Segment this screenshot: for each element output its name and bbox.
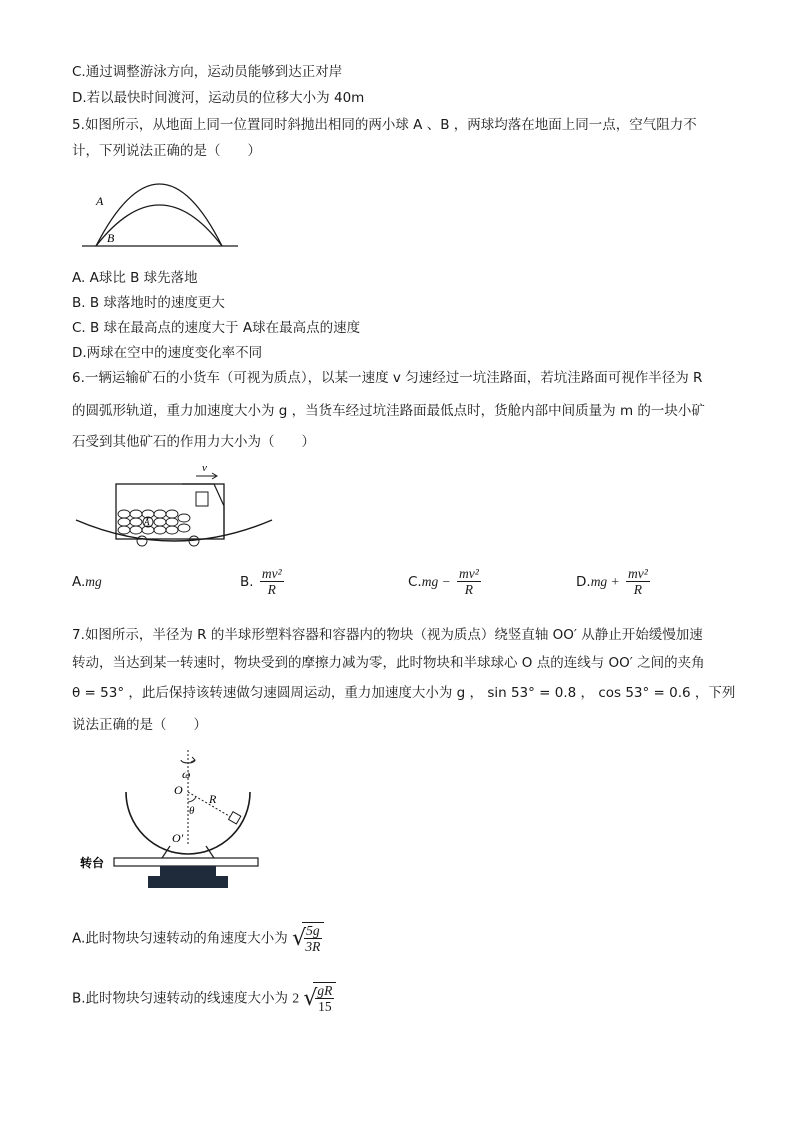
- q5-option-a: A. A球比 B 球先落地: [72, 270, 198, 286]
- fig7-label-o: O: [174, 783, 183, 797]
- fig5-label-b: B: [107, 231, 115, 245]
- q7-hemisphere-figure: [78, 748, 268, 898]
- fig7-label-omega: ω: [182, 767, 191, 781]
- q5-option-b: B. B 球落地时的速度更大: [72, 295, 225, 311]
- fig7-label-r: R: [209, 792, 217, 806]
- fig7-label-theta: θ: [189, 805, 195, 817]
- q6-stem-line1: 6.一辆运输矿石的小货车（可视为质点），以某一速度 v 匀速经过一坑洼路面，若坑洼路面可视作半径为 R: [72, 370, 703, 386]
- q6-option-a: A.mg: [72, 574, 102, 590]
- fig5-label-a: A: [96, 194, 104, 208]
- q5-stem-line2: 计，下列说法正确的是（ ）: [72, 143, 261, 159]
- fig7-label-turntable: 转台: [80, 856, 105, 870]
- fig6-label-a: A: [144, 517, 150, 527]
- fig7-label-oprime: O′: [172, 831, 184, 845]
- q6-truck-figure: [74, 462, 274, 552]
- fig6-label-v: v: [202, 462, 207, 474]
- q6-option-d: D.mg + $\frac{\text{mv²}}{R}$: [576, 566, 648, 597]
- q6-stem-line2: 的圆弧形轨道，重力加速度大小为 g ，当货车经过坑洼路面最低点时，货舱内部中间质量为 m 的一块小矿: [72, 403, 705, 419]
- q5-option-d: D.两球在空中的速度变化率不同: [72, 345, 263, 361]
- q7-stem-line1: 7.如图所示，半径为 R 的半球形塑料容器和容器内的物块（视为质点）绕竖直轴 OO′ 从静止开始缓慢加速: [72, 627, 703, 643]
- q7-stem-line4: 说法正确的是（ ）: [72, 717, 207, 733]
- q4-option-c: C.通过调整游泳方向，运动员能够到达正对岸: [72, 64, 343, 80]
- q7-option-a: A.此时物块匀速转动的角速度大小为 √ $\frac{5g}{3R}$: [72, 922, 324, 955]
- q7-stem-line2: 转动，当达到某一转速时，物块受到的摩擦力减为零，此时物块和半球球心 O 点的连线与 OO′ 之间的夹角: [72, 655, 705, 671]
- q5-option-c: C. B 球在最高点的速度大于 A球在最高点的速度: [72, 320, 361, 336]
- q6-option-b: B. $\frac{\text{mv²}}{R}$: [240, 566, 282, 597]
- q6-option-c: C.mg − $\frac{\text{mv²}}{R}$: [408, 566, 479, 597]
- q5-stem-line1: 5.如图所示，从地面上同一位置同时斜抛出相同的两小球 A 、B ，两球均落在地面上同一点，空气阻力不: [72, 117, 697, 133]
- q7-stem-line3: θ = 53° ，此后保持该转速做匀速圆周运动，重力加速度大小为 g ， sin 53° = 0.8 ， cos 53° = 0.6 ，下列: [72, 685, 736, 701]
- q5-trajectory-figure: [80, 172, 240, 254]
- q4-option-d: D.若以最快时间渡河，运动员的位移大小为 40m: [72, 90, 365, 106]
- q6-stem-line3: 石受到其他矿石的作用力大小为（ ）: [72, 434, 315, 450]
- q7-option-b: B.此时物块匀速转动的线速度大小为 2 √ $\frac{gR}{15}$: [72, 982, 336, 1015]
